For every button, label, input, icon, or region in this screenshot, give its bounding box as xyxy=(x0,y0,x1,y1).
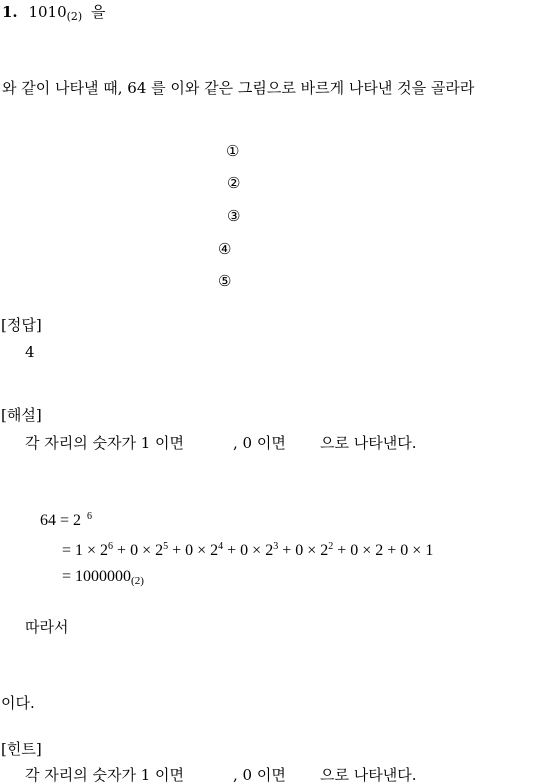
explanation-line-a: 각 자리의 숫자가 1 이면 xyxy=(25,434,185,452)
eq2-term: + 0 × 2 xyxy=(278,542,329,559)
eq2-exponent: 4 xyxy=(218,541,224,552)
eq2-term: + 0 × 2 xyxy=(168,542,219,559)
option-4[interactable]: ④ xyxy=(218,240,232,258)
explanation-line-c: 으로 나타낸다. xyxy=(320,434,417,452)
option-3[interactable]: ③ xyxy=(227,207,241,225)
hint-line-c: 으로 나타낸다. xyxy=(320,766,417,784)
eq2-exponent: 6 xyxy=(108,541,114,552)
question-number: 1. xyxy=(2,3,18,21)
question-binary-value: 1010 xyxy=(28,3,67,21)
eq2-term: + 0 × 2 xyxy=(223,542,274,559)
equation-line-1 xyxy=(40,507,92,531)
question-binary-base: (2) xyxy=(66,10,83,23)
equation-1-exponent: 6 xyxy=(87,511,93,522)
option-1[interactable]: ① xyxy=(226,142,240,160)
question-instruction: 와 같이 나타낼 때, 64 를 이와 같은 그림으로 바르게 나타낸 것을 골라라 xyxy=(2,79,475,97)
option-5[interactable]: ⑤ xyxy=(218,272,232,290)
explanation-label: [해설] xyxy=(1,406,42,424)
equation-line-3 xyxy=(62,567,144,591)
question-particle: 을 xyxy=(91,3,106,21)
eq2-exponent: 3 xyxy=(273,541,279,552)
eq2-term: = 1 × 2 xyxy=(62,542,109,559)
hint-line-a: 각 자리의 숫자가 1 이면 xyxy=(25,766,185,784)
equation-line-2 xyxy=(62,537,433,561)
answer-value: 4 xyxy=(25,343,35,361)
equation-3-base: (2) xyxy=(131,575,144,587)
explanation-therefore: 따라서 xyxy=(25,618,69,636)
question-header xyxy=(2,3,106,26)
eq2-term: + 0 × 2 xyxy=(113,542,164,559)
equation-1-lhs: 64 = 2 xyxy=(40,512,82,529)
option-2[interactable]: ② xyxy=(227,174,241,192)
answer-label: [정답] xyxy=(1,316,42,334)
hint-label: [힌트] xyxy=(1,740,42,758)
hint-line-b: , 0 이면 xyxy=(233,766,286,784)
eq2-term: + 0 × 2 + 0 × 1 xyxy=(333,542,434,559)
eq2-exponent: 5 xyxy=(163,541,169,552)
explanation-conclusion: 이다. xyxy=(1,694,35,712)
equation-3-value: = 1000000 xyxy=(62,568,132,585)
eq2-exponent: 2 xyxy=(328,541,334,552)
explanation-line-b: , 0 이면 xyxy=(233,434,286,452)
